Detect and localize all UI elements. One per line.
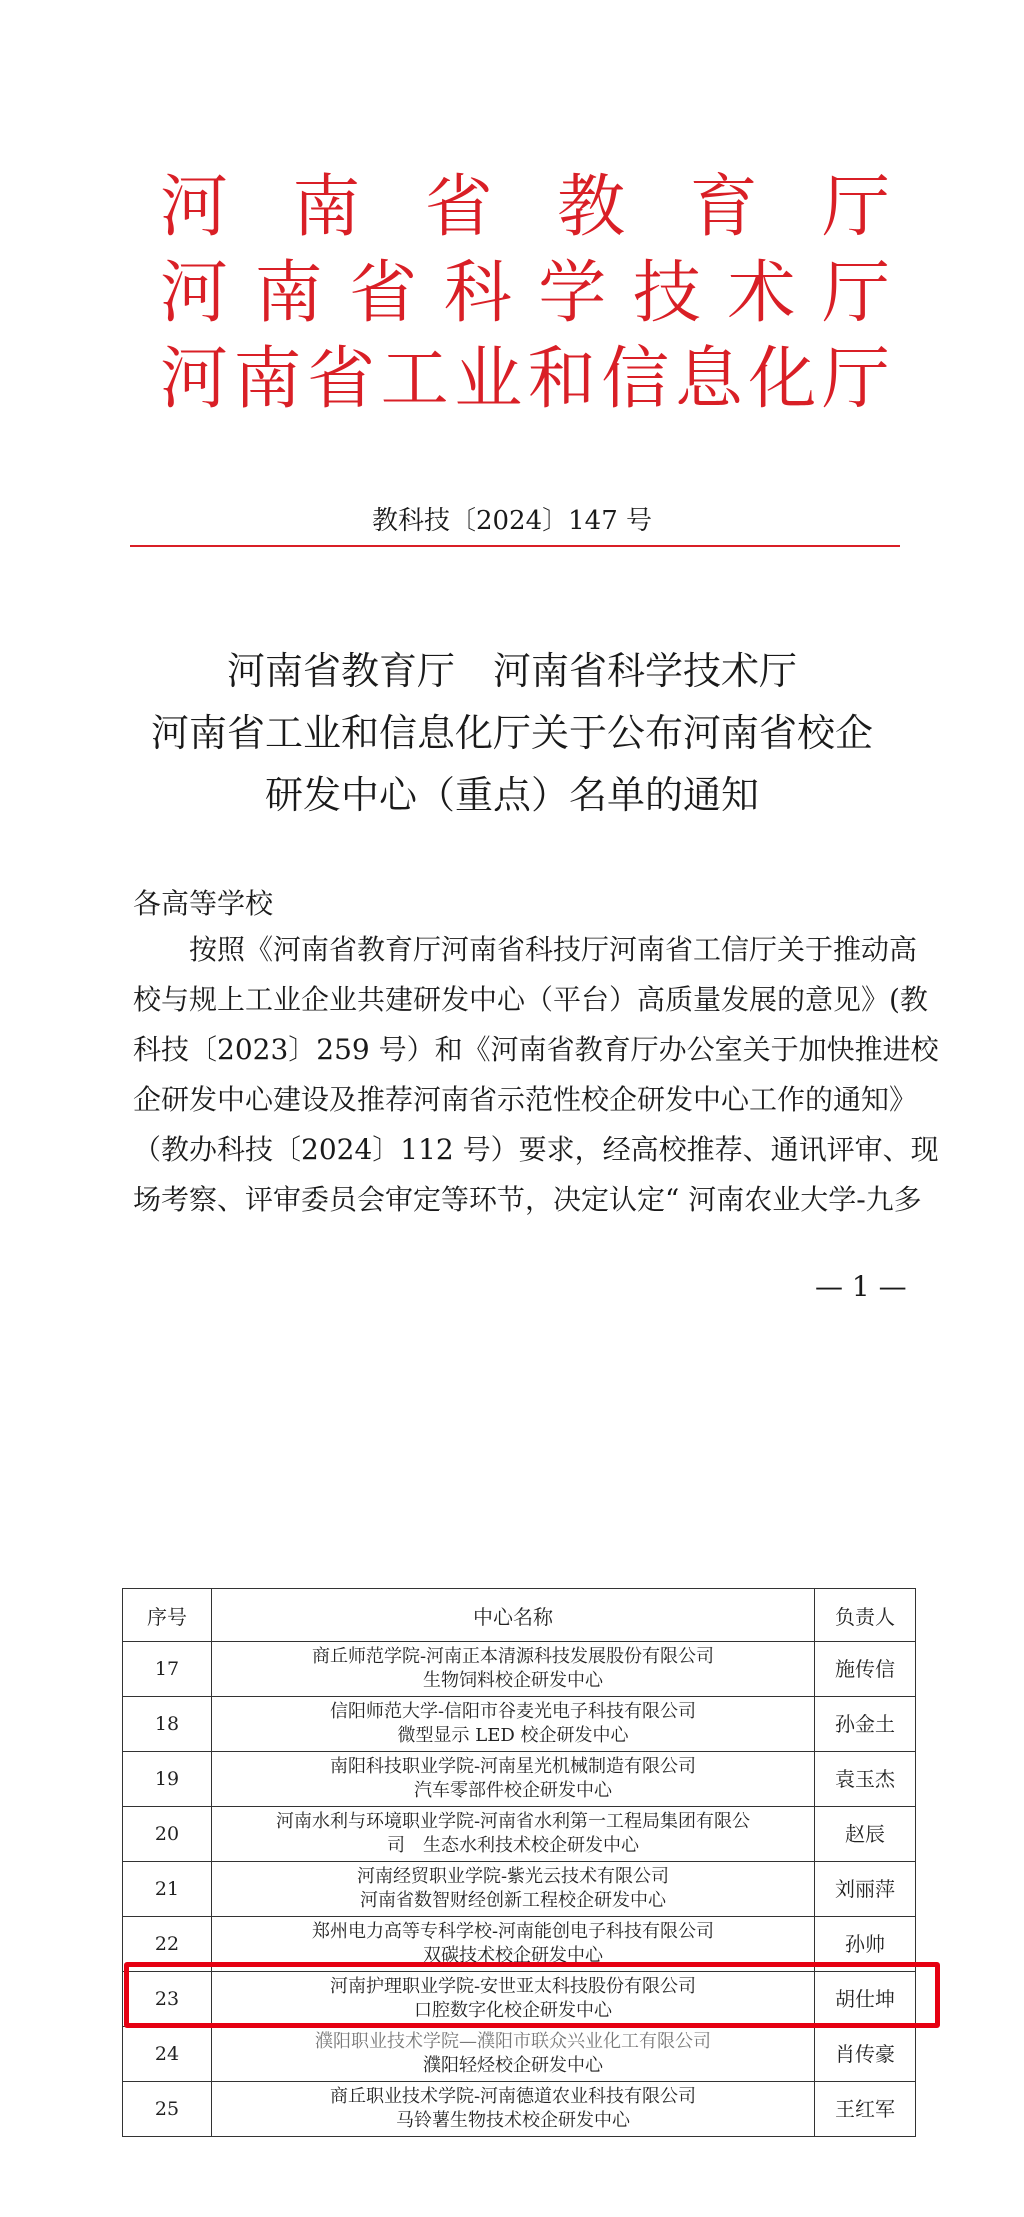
issuer-char: 工 (380, 340, 449, 419)
row-center-name (212, 2027, 815, 2082)
center-name-line: 南阳科技职业学院-河南星光机械制造有限公司 (329, 1756, 697, 1777)
row-lead: 袁玉杰 (815, 1752, 916, 1807)
center-name-line: 商丘师范学院-河南正本清源科技发展股份有限公司 (311, 1646, 715, 1667)
row-center-name (212, 2082, 815, 2137)
issuer-char: 息 (674, 340, 743, 419)
header-name: 中心名称 (212, 1589, 815, 1642)
issuer-char: 和 (527, 340, 596, 419)
issuer-char: 育 (689, 168, 758, 247)
issuer-char: 术 (727, 254, 796, 333)
row-center-name (212, 1697, 815, 1752)
notice-title-line: 河南省工业和信息化厅关于公布河南省校企 (150, 711, 873, 755)
center-name-line: 生物饲料校企研发中心 (423, 1670, 603, 1691)
center-name-line: 信阳师范大学-信阳市谷麦光电子科技有限公司 (329, 1701, 697, 1722)
notice-title-line: 研发中心（重点）名单的通知 (264, 773, 759, 817)
row-lead: 孙帅 (815, 1917, 916, 1972)
notice-title (0, 640, 1024, 826)
center-name-line: 濮阳轻烃校企研发中心 (423, 2055, 603, 2076)
row-lead: 肖传豪 (815, 2027, 916, 2082)
body-line: 科技〔2023〕259 号）和《河南省教育厅办公室关于加快推进校 (133, 1033, 939, 1066)
table-row (123, 1807, 916, 1862)
header-lead: 负责人 (815, 1589, 916, 1642)
row-center-name (212, 1862, 815, 1917)
issuer-line-industry (160, 340, 890, 420)
body-line: 企研发中心建设及推荐河南省示范性校企研发中心工作的通知》 (133, 1083, 918, 1116)
issuer-char: 省 (424, 168, 493, 247)
issuer-char: 河 (160, 254, 229, 333)
center-name-line: 司 生态水利技术校企研发中心 (387, 1835, 639, 1856)
table-row (123, 2082, 916, 2137)
row-lead: 赵辰 (815, 1807, 916, 1862)
center-name-line: 口腔数字化校企研发中心 (414, 2000, 612, 2021)
issuer-char: 南 (254, 254, 323, 333)
row-lead: 孙金土 (815, 1697, 916, 1752)
issuer-char: 技 (632, 254, 701, 333)
row-seq: 20 (123, 1807, 212, 1862)
row-seq: 21 (123, 1862, 212, 1917)
center-name-line: 河南护理职业学院-安世亚太科技股份有限公司 (329, 1976, 697, 1997)
table-row (123, 1642, 916, 1697)
issuer-char: 厅 (821, 340, 890, 419)
issuer-char: 南 (292, 168, 361, 247)
center-name-line: 微型显示 LED 校企研发中心 (397, 1725, 629, 1746)
header-seq: 序号 (123, 1589, 212, 1642)
document-number: 教科技〔2024〕147 号 (371, 506, 653, 536)
row-center-name (212, 1807, 815, 1862)
issuer-char: 河 (160, 168, 229, 247)
row-seq: 25 (123, 2082, 212, 2137)
body-line: 按照《河南省教育厅河南省科技厅河南省工信厅关于推动高 (189, 933, 918, 966)
center-name-line: 河南水利与环境职业学院-河南省水利第一工程局集团有限公 (275, 1811, 751, 1832)
row-lead: 胡仕坤 (815, 1972, 916, 2027)
body-paragraph (133, 925, 939, 1225)
issuer-char: 教 (557, 168, 626, 247)
center-name-line: 河南经贸职业学院-紫光云技术有限公司 (356, 1866, 670, 1887)
row-seq: 23 (123, 1972, 212, 2027)
row-seq: 18 (123, 1697, 212, 1752)
issuer-char: 省 (349, 254, 418, 333)
table-row-highlighted (123, 1972, 916, 2027)
center-list-table-wrapper (122, 1588, 916, 2137)
issuer-char: 业 (454, 340, 523, 419)
row-seq: 19 (123, 1752, 212, 1807)
center-name-line: 河南省数智财经创新工程校企研发中心 (360, 1890, 666, 1911)
issuer-char: 河 (160, 340, 229, 419)
issuer-char: 省 (307, 340, 376, 419)
issuer-char: 信 (601, 340, 670, 419)
center-name-line: 商丘职业技术学院-河南德道农业科技有限公司 (329, 2086, 697, 2107)
issuer-char: 科 (443, 254, 512, 333)
issuer-char: 学 (538, 254, 607, 333)
row-lead: 刘丽萍 (815, 1862, 916, 1917)
center-name-line: 郑州电力高等专科学校-河南能创电子科技有限公司 (311, 1921, 715, 1942)
issuer-line-education (160, 168, 890, 248)
table-row (123, 1697, 916, 1752)
row-lead: 施传信 (815, 1642, 916, 1697)
issuer-line-science (160, 254, 890, 334)
table-header-row (123, 1589, 916, 1642)
table-row (123, 1752, 916, 1807)
body-line: （教办科技〔2024〕112 号）要求，经高校推荐、通讯评审、现 (133, 1133, 939, 1166)
issuer-char: 化 (748, 340, 817, 419)
center-name-line: 马铃薯生物技术校企研发中心 (396, 2110, 630, 2131)
table-row (123, 1917, 916, 1972)
center-name-line: 濮阳职业技术学院—濮阳市联众兴业化工有限公司 (315, 2031, 711, 2052)
red-divider (130, 545, 900, 547)
issuer-char: 南 (233, 340, 302, 419)
row-center-name (212, 1642, 815, 1697)
page-number: — 1 — (815, 1270, 907, 1303)
center-name-line: 双碳技术校企研发中心 (423, 1945, 603, 1966)
table-row (123, 1862, 916, 1917)
body-line: 场考察、评审委员会审定等环节，决定认定“ 河南农业大学-九多 (133, 1183, 922, 1216)
row-seq: 17 (123, 1642, 212, 1697)
notice-title-line: 河南省教育厅 河南省科学技术厅 (226, 649, 797, 693)
row-seq: 24 (123, 2027, 212, 2082)
issuer-char: 厅 (821, 254, 890, 333)
table-row (123, 2027, 916, 2082)
row-center-name (212, 1752, 815, 1807)
center-list-table (122, 1588, 916, 2137)
center-name-line: 汽车零部件校企研发中心 (414, 1780, 612, 1801)
row-lead: 王红军 (815, 2082, 916, 2137)
row-center-name (212, 1972, 815, 2027)
row-seq: 22 (123, 1917, 212, 1972)
body-line: 校与规上工业企业共建研发中心（平台）高质量发展的意见》(教 (133, 983, 928, 1016)
issuer-char: 厅 (821, 168, 890, 247)
addressee: 各高等学校 (133, 887, 274, 920)
row-center-name (212, 1917, 815, 1972)
